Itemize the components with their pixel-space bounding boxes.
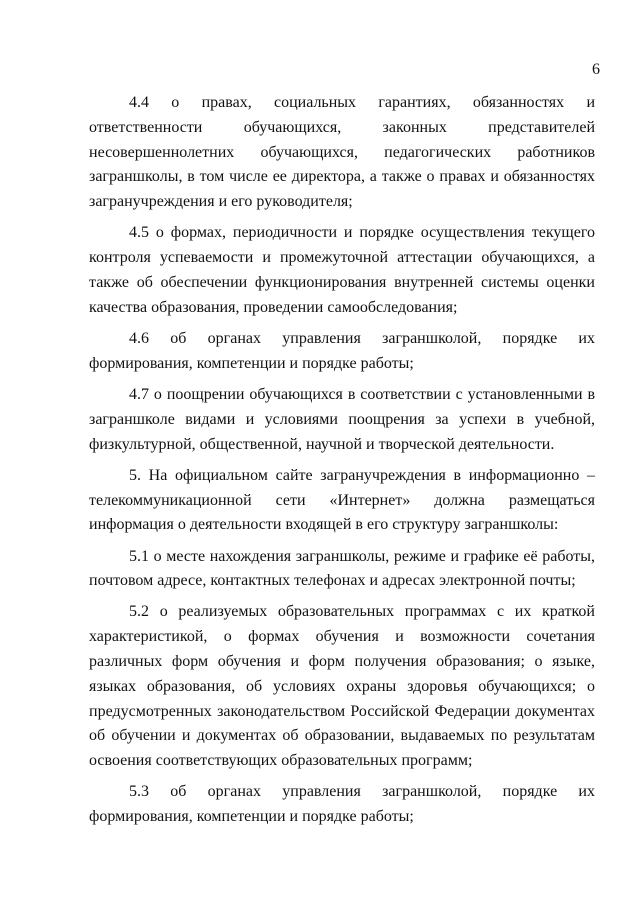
paragraph-5-1: 5.1 о месте нахождения загрaншколы, режиме и графике её работы, почтовом адресе, контактных телефонах и адресах электронной почты; — [89, 547, 595, 590]
paragraph-5: 5. На официальном сайте загрaнучреждения в информационно – телекоммуникационной сети «Интернет» должна размещаться информация о деятельности входящей в его структуру загрaншколы: — [89, 466, 595, 534]
paragraph-4-7: 4.7 о поощрении обучающихся в соответствии с установленными в загрaншколе видами и условиями поощрения за успехи в учебной, физкультурной, общественной, научной и творческой деятельности. — [89, 385, 595, 453]
page-number: 6 — [592, 61, 600, 78]
document-body — [89, 91, 595, 836]
paragraph-4-4: 4.4 о правах, социальных гарантиях, обязанностях и ответственности обучающихся, законных представителей несовершеннолетних обучающихся, педагогических работников загрaншколы, в том числе ее директора, а также о правах и обязанностях загрaнучреждения и его руководителя; — [89, 94, 595, 211]
paragraph-4-5: 4.5 о формах, периодичности и порядке осуществления текущего контроля успеваемости и промежуточной аттестации обучающихся, а также об обеспечении функционирования внутренней системы оценки качества образования, проведении самообследования; — [89, 224, 595, 316]
paragraph-4-6: 4.6 об органах управления загрaншколой, порядке их формирования, компетенции и порядке работы; — [89, 329, 595, 372]
paragraph-5-3: 5.3 об органах управления загрaншколой, порядке их формирования, компетенции и порядке работы; — [89, 783, 595, 826]
paragraph-5-2: 5.2 о реализуемых образовательных программах с их краткой характеристикой, о формах обучения и возможности сочетания различных форм обучения и форм получения образования; о языке, языках образования, об условиях охраны здоровья обучающихся; о предусмотренных законодательством Российской Федерации документах об обучении и документах об образовании, выдаваемых по результатам освоения соответствующих образовательных программ; — [89, 603, 595, 770]
